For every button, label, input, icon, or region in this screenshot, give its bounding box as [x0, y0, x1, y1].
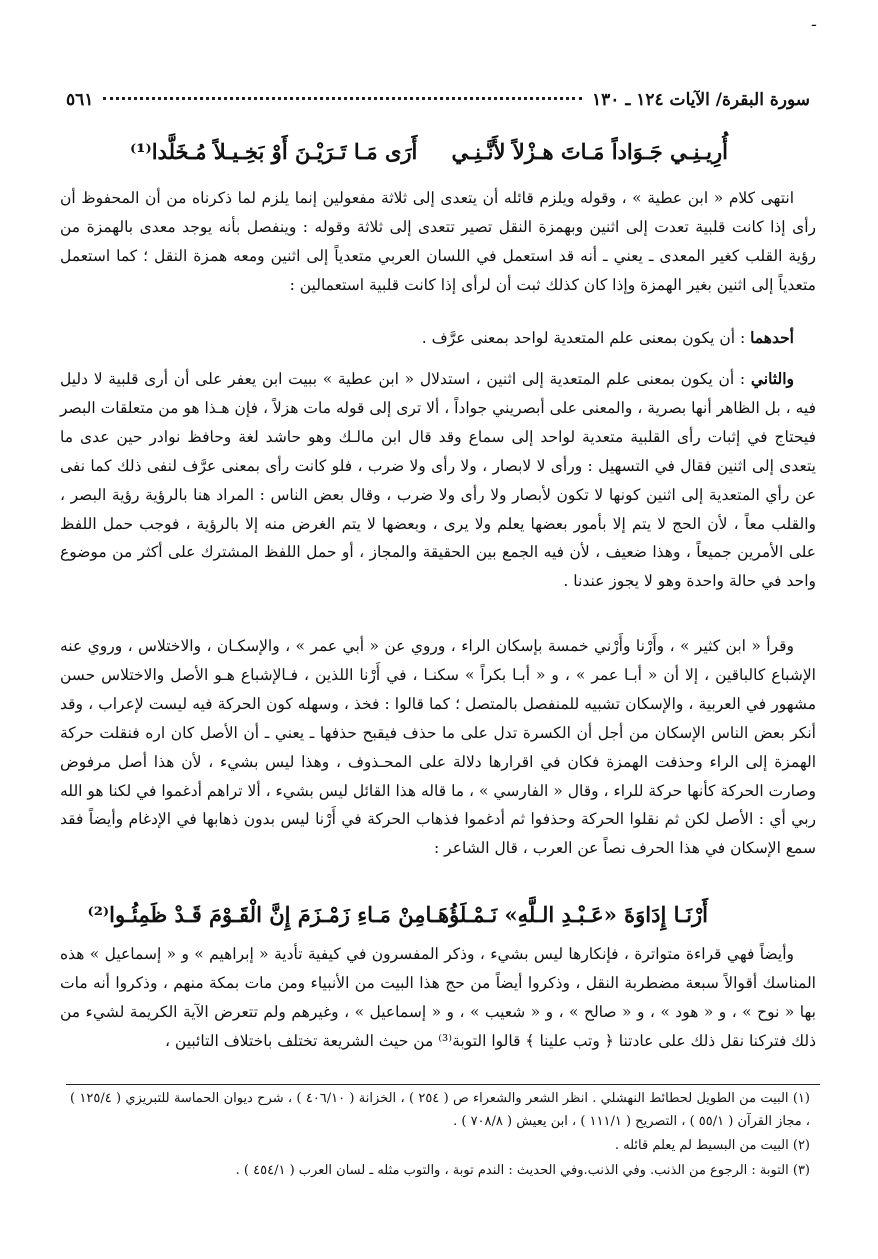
- paragraph-3: [60, 365, 816, 596]
- footnote-2: (٢) البيت من البسيط لم يعلم قائله .: [614, 1138, 810, 1153]
- paragraph-1: [60, 184, 816, 300]
- footnote-1: (١) البيت من الطويل لحطائط النهشلي . انظر الشعر والشعراء ص ( ٢٥٤ ) ، الخزانة ( ٤٠٦/١٠ ) ، شرح ديوان الحماسة للتبريزي ( ١٢٥/٤ ) ، مجاز القرآن ( ٥٥/١ ) ، التصريح ( ١١١/١ ) ، ابن يعيش ( ٧٠٨/٨ ) .: [70, 1091, 810, 1129]
- paragraph-4-text: وقرأ « ابن كثير » ، وأَرْنا وأَرْني خمسة بإسكان الراء ، وروي عن « أبي عمر » ، والإسكـان ، والاختلاس ، وروي عنه الإشباع كالباقين ، إلا أن « أبـا عمر » ، و « أبـا بكراً » سكنـا ، في أَرْنا اللذين ، فـالإشباع هـو الأصل والاختلاس حسن مشهور في العربية ، والإسكان تشبيه للمنفصل بالمتصل ؛ كما قالوا : فخذ ، وسهله كون الحركة فيه ليست لإعراب ، وقد أنكر بعض الناس الإسكان من أجل أن الكسرة تدل على ما حذف فيقبح حذفها ـ يعني ـ أن الأصل كان اره فنقلت حركة الهمزة إلى الراء وحذفت الهمزة فكان في اقرارها دلالة على المحـذوف ، وهذا ليس بشيء ، لأن هذا أصل مرفوض وصارت الحركة كأنها حركة للراء ، وقال « الفارسي » ، ما قاله هذا القائل ليس بشيء ، ألا تراهم أدغموا في لكنا هو الله ربي أي : الأصل لكن ثم نقلوا الحركة وحذفوا ثم أدغموا فذهاب الحركة في أَرْنا ليس بدون ذهابها في الإدغام وأيضاً فقد سمع الإسكان في هذا الحرف نصاً عن العرب ، قال الشاعر :: [60, 637, 816, 858]
- verse-2-second-hemistich: مِنْ مَـاءِ زَمْـزَمَ إِنَّ الْقَـوْمَ قَـدْ ظَمِئُـوا⁽²⁾: [87, 901, 426, 927]
- paragraph-1-text: انتهى كلام « ابن عطية » ، وقوله ويلزم قائله أن يتعدى إلى ثلاثة مفعولين إنما يلزم لما ذكرناه من أن المحفوظ أن رأى إذا كانت قلبية تعدت إلى اثنين وبهمزة النقل تصير تتعدى إلى ثلاثة وقوله : وينفصل بأنه يوجد معدى بالهمزة من رؤية القلب كغير المعدى ـ يعني ـ أنه قد استعمل في اللسان العربي متعدياً إلى اثنين ومعه همزة النقل ؛ كما استعمل متعدياً إلى اثنين بغير الهمزة وإذا كان كذلك ثبت أن لرأى إذا كانت قلبية استعمالين :: [60, 189, 816, 294]
- paragraph-4: [60, 632, 816, 863]
- footnote-separator: [66, 1084, 820, 1085]
- paragraph-5-text: وأيضاً فهي قراءة متواترة ، فإنكارها ليس بشيء ، وذكر المفسرون في كيفية تأدية « إبراهيم » و « إسماعيل » هذه المناسك أقوالاً سبعة مضطربة النقل ، وذكروا أيضاً من حج هذا البيت من الأنبياء ومن مات بمكة منهم ، وذكروا أنه مات بها « نوح » ، و « هود » ، و « صالح » ، و « شعيب » ، و « إسماعيل » ، وغيرهم ولم تتعرض الآية الكريمة لشيء من ذلك فتركنا نقل ذلك على عادتنا ﴿ وتب علينا ﴾ قالوا التوبة⁽³⁾ من حيث الشريعة تختلف باختلاف التائبين ،: [60, 945, 816, 1050]
- page-number: ٥٦١: [66, 90, 94, 110]
- footnote-3: (٣) التوبة : الرجوع من الذنب. وفي الذنب.وفي الحديث : الندم توبة ، والتوب مثله ـ لسان العرب ( ٤٥٤/١ ) .: [235, 1162, 810, 1178]
- dotted-leader: [103, 97, 582, 100]
- paragraph-3-label: والثاني: [750, 369, 794, 388]
- verse-2-first-hemistich: أَرْنَـا إِدَاوَةَ «عَـبْـدِ الـلَّهِ» نَـمْـلَؤُهَـا: [425, 901, 708, 927]
- footnotes: [70, 1088, 810, 1184]
- verse-1-second-hemistich: أَرَى مَـا تَـرَيْـنَ أَوْ بَخِـيـلاً مُـخَلَّدا⁽¹⁾: [130, 138, 418, 164]
- paragraph-2-text: : أن يكون بمعنى علم المتعدية لواحد بمعنى عرَّف .: [421, 329, 746, 347]
- paragraph-3-text: : أن يكون بمعنى علم المتعدية إلى اثنين ، استدلال « ابن عطية » ببيت ابن يعفر على أن أرى قلبية لا دليل فيه ، بل الظاهر أنها بصرية ، والمعنى على أبصريني جواداً ، ألا ترى إلى قوله مات هزلاً ، فإن هـذا هو من متعلقات البصر فيحتاج في إثبات رأى القلبية متعدية لواحد إلى سماع وقد قال ابن مالـك وهو حاشد لغة وحافظ نوادر حين عدى ما يتعدى إلى اثنين فقال في التسهيل : ورأى لا لابصار ، ولا رأى ولا ضرب ، فلو كانت رأى بمعنى عرَّف لنفى ذلك كما نفى عن رأي المتعدية إلى اثنين كونها لا تكون لأبصار ولا رأى ولا ضرب ، وقال بعض الناس : المراد هنا بالرؤية رؤية البصر ، والقلب معاً ، لأن الحج لا يتم إلا بأمور بعضها يعلم ولا يرى ، وبعضها لا يتم الغرض منه إلا بالرؤية ، فوجب حمل اللفظ على الأمرين جميعاً ، وهذا ضعيف ، لأن فيه الجمع بين الحقيقة والمجاز ، أو حمل اللفظ المشترك على أكثر من موضوع واحد في حالة واحدة وهو لا يجوز عندنا .: [60, 370, 816, 591]
- paragraph-2-label: أحدهما: [750, 328, 794, 347]
- running-header: [66, 90, 810, 114]
- corner-mark: ـ: [811, 14, 816, 30]
- paragraph-2: [60, 324, 816, 353]
- header-title: سورة البقرة/ الآيات ١٢٤ ـ ١٣٠: [592, 90, 810, 110]
- poetry-verse-1: [60, 133, 818, 169]
- verse-1-first-hemistich: أُرِيـنِـي جَـوَاداً مَـاتَ هـزْلاً لأَنَّـنِـي: [451, 138, 728, 164]
- paragraph-5: [60, 940, 816, 1056]
- poetry-verse-2: [60, 896, 818, 932]
